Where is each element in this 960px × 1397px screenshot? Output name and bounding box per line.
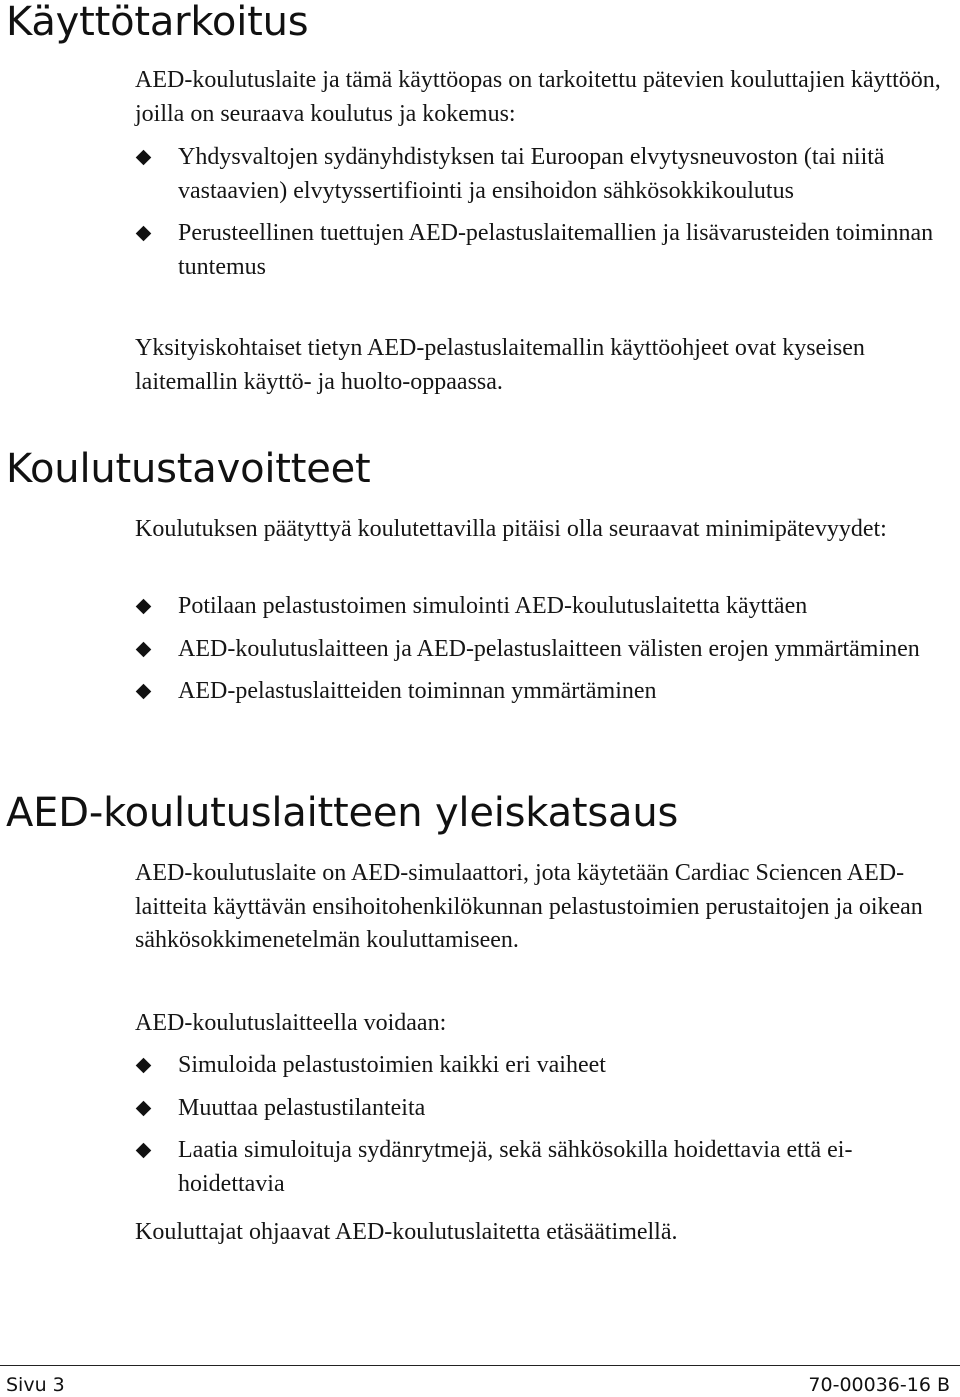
intro-paragraph: Koulutuksen päätyttyä koulutettavilla pitäisi olla seuraavat minimipätevyydet: xyxy=(135,516,887,542)
diamond-bullet-icon xyxy=(136,150,152,166)
list-item-text: AED-pelastuslaitteiden toiminnan ymmärtäminen xyxy=(178,678,657,704)
competency-list xyxy=(135,590,950,709)
list-item xyxy=(135,141,950,208)
list-item xyxy=(135,590,950,624)
lead-paragraph: AED-koulutuslaitteella voidaan: xyxy=(135,1010,447,1036)
list-item xyxy=(135,675,950,709)
list-item-text: AED-koulutuslaitteen ja AED-pelastuslaitteen välisten erojen ymmärtäminen xyxy=(178,635,920,662)
list-item xyxy=(135,217,950,284)
list-item-text: Yhdysvaltojen sydänyhdistyksen tai Euroopan elvytysneuvoston (tai niitä vastaavien) elvytyssertifiointi ja ensihoidon sähkösokkikoulutus xyxy=(178,144,885,204)
list-item xyxy=(135,1092,950,1126)
diamond-bullet-icon xyxy=(136,226,152,242)
capability-list xyxy=(135,1049,950,1201)
list-item xyxy=(135,633,950,667)
diamond-bullet-icon xyxy=(136,1100,152,1116)
list-item-text: Perusteellinen tuettujen AED-pelastuslaitemallien ja lisävarusteiden toiminnan tuntemus xyxy=(178,220,934,280)
list-item xyxy=(135,1134,950,1201)
list-item-text: Simuloida pelastustoimien kaikki eri vaiheet xyxy=(178,1052,606,1078)
outro-paragraph: Kouluttajat ohjaavat AED-koulutuslaitetta etäsäätimellä. xyxy=(135,1219,678,1245)
diamond-bullet-icon xyxy=(136,684,152,700)
diamond-bullet-icon xyxy=(136,641,152,657)
page-footer xyxy=(0,1365,960,1397)
diamond-bullet-icon xyxy=(136,1143,152,1159)
outro-paragraph: Yksityiskohtaiset tietyn AED-pelastuslaitemallin käyttöohjeet ovat kyseisen laitemallin käyttö- ja huolto-oppaassa. xyxy=(135,335,865,395)
list-item-text: Potilaan pelastustoimen simulointi AED-koulutuslaitetta käyttäen xyxy=(178,593,808,619)
heading-koulutustavoitteet: Koulutustavoitteet xyxy=(6,446,371,492)
intro-paragraph: AED-koulutuslaite ja tämä käyttöopas on tarkoitettu pätevien kouluttajien käyttöön, joilla on seuraava koulutus ja kokemus: xyxy=(135,67,941,127)
heading-aed-yleiskatsaus: AED-koulutuslaitteen yleiskatsaus xyxy=(6,790,679,836)
diamond-bullet-icon xyxy=(136,599,152,615)
page-number: Sivu 3 xyxy=(6,1374,65,1396)
qualification-list xyxy=(135,141,950,284)
list-item-text: Muuttaa pelastustilanteita xyxy=(178,1094,426,1121)
document-number: 70-00036-16 B xyxy=(808,1374,950,1396)
list-item xyxy=(135,1049,950,1083)
list-item-text: Laatia simuloituja sydänrytmejä, sekä sähkösokilla hoidettavia että ei-hoidettavia xyxy=(178,1137,853,1197)
intro-paragraph: AED-koulutuslaite on AED-simulaattori, jota käytetään Cardiac Sciencen AED-laitteita käyttävän ensihoitohenkilökunnan pelastustoimien perustaitojen ja oikean sähkösokkimenetelmän kouluttamiseen. xyxy=(135,860,923,953)
heading-kayttotarkoitus: Käyttötarkoitus xyxy=(6,0,309,45)
diamond-bullet-icon xyxy=(136,1058,152,1074)
